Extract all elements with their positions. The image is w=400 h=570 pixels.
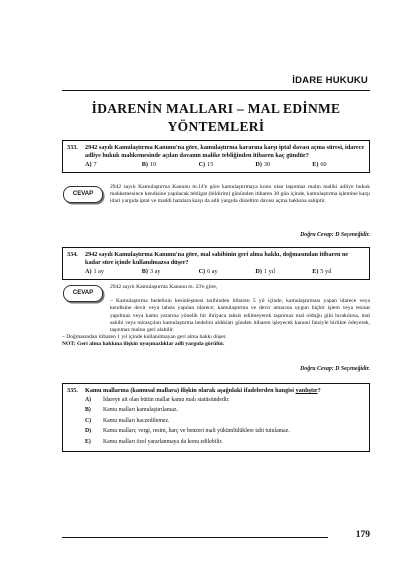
option-c: C) Kamu malları haczedilemez. bbox=[85, 417, 170, 424]
choices-row bbox=[85, 268, 369, 276]
answer-button-334[interactable]: CEVAP bbox=[63, 285, 103, 302]
answer-333-text: 2942 sayılı Kamulaştırma Kanunu m.14'e göre kamulaştırmaya konu olan taşınmaz malın maliki adliye hukuk mahkemesince kendisine yapılacak tebligat (bildirim) gününden itibaren 30 gün içinde, kamulaştırma işlemine karşı idari yargıda iptal ve maddi hatalara karşı da adli yargıda düzeltim davası açma hakkına sahiptir. bbox=[110, 184, 370, 205]
choice-a: A) 7 bbox=[85, 161, 97, 169]
page-number: 179 bbox=[355, 530, 370, 540]
chapter-title-line-1: İDARENİN MALLARI – MAL EDİNME bbox=[91, 101, 341, 116]
question-333-box bbox=[62, 140, 370, 173]
chapter-title bbox=[62, 100, 370, 136]
question-number: 333. bbox=[67, 144, 78, 151]
question-number: 334. bbox=[67, 251, 78, 258]
answer-334-note: NOT: Geri alma hakkına ilişkin uyuşmazlıklar adli yargıda görülür. bbox=[62, 341, 225, 348]
correct-answer-333: Doğru Cevap: D Seçeneğidir. bbox=[300, 232, 370, 238]
question-335-box bbox=[62, 383, 370, 452]
choice-b: B) 10 bbox=[141, 161, 157, 169]
choice-d: D) 30 bbox=[255, 161, 271, 169]
question-text: 2942 sayılı Kamulaştırma Kanunu'na göre, mal sahibinin geri alma hakkı, doğmasından itibaren ne kadar süre içinde kullanılmazsa düşer? bbox=[85, 251, 349, 266]
question-number: 335. bbox=[67, 387, 78, 394]
options-list bbox=[85, 397, 363, 447]
question-keyword: yanlıştır bbox=[295, 387, 318, 394]
question-334-box bbox=[62, 247, 370, 280]
choice-c: C) 6 ay bbox=[198, 268, 218, 276]
section-header: İDARE HUKUKU bbox=[292, 75, 368, 86]
option-d: D) Kamu malları; vergi, resim, harç ve benzeri mali yükümlülüklere tabi tutulamaz. bbox=[85, 428, 290, 435]
answer-334-intro: 2942 sayılı Kamulaştırma Kanunu m. 23'e göre, bbox=[110, 284, 218, 290]
choice-a: A) 1 ay bbox=[85, 268, 105, 276]
correct-answer-334: Doğru Cevap: D Seçeneğidir. bbox=[300, 366, 370, 372]
question-text: 2942 sayılı Kamulaştırma Kanunu'na göre, kamulaştırma kararına karşı iptal davası açma süresi, idarece adliye hukuk mahkemesinde açılan davanın malike tebliğinden itibaren kaç gündür? bbox=[85, 144, 365, 159]
chapter-title-line-2: YÖNTEMLERİ bbox=[167, 119, 265, 134]
choices-row bbox=[85, 161, 369, 169]
question-text: Kamu mallarına (kamusal mallara) ilişkin olarak aşağıdaki ifadelerden hangisi yanlıştır? bbox=[85, 387, 321, 394]
choice-e: E) 60 bbox=[312, 161, 327, 169]
answer-334-text bbox=[62, 284, 370, 349]
choice-e: E) 5 yıl bbox=[312, 268, 332, 276]
option-e: E) Kamu malları özel yararlanmaya da konu edilebilir. bbox=[85, 438, 223, 445]
choice-d: D) 1 yıl bbox=[255, 268, 276, 276]
option-a: A) İdareye ait olan bütün mallar kamu malı statüsündedir. bbox=[85, 396, 230, 403]
answer-334-point-2: – Doğmasından itibaren 1 yıl içinde kullanılmayan geri alma hakkı düşer. bbox=[62, 334, 227, 341]
answer-button-333[interactable]: CEVAP bbox=[63, 186, 103, 203]
footer-divider bbox=[62, 537, 328, 538]
choice-b: B) 3 ay bbox=[141, 268, 161, 276]
answer-334-point-1: – Kamulaştırma bedelinin kesinleşmesi tarihinden itibaren 5 yıl içinde, kamulaştırması yapan idarece veya kendisine devir veya tahsis yapılan idarece; kamulaştırma ve devir amacına uygun hiçbir işlem veya tesisat yapılmaz veya kamu yararına yönelik bir ihtiyaca tahsis edilmeyerek taşınmaz mal olduğu gibi bırakılırsa, mal sahibi veya mirasçıları kamulaştırma bedelini aldıkları günden itibaren işleyecek kanuni faiziyle birlikte ödeyerek, taşınmaz malını geri alabilir. bbox=[110, 298, 370, 334]
header-divider bbox=[62, 90, 370, 91]
option-b: B) Kamu malları kamulaştırılamaz. bbox=[85, 407, 178, 414]
choice-c: C) 15 bbox=[198, 161, 214, 169]
